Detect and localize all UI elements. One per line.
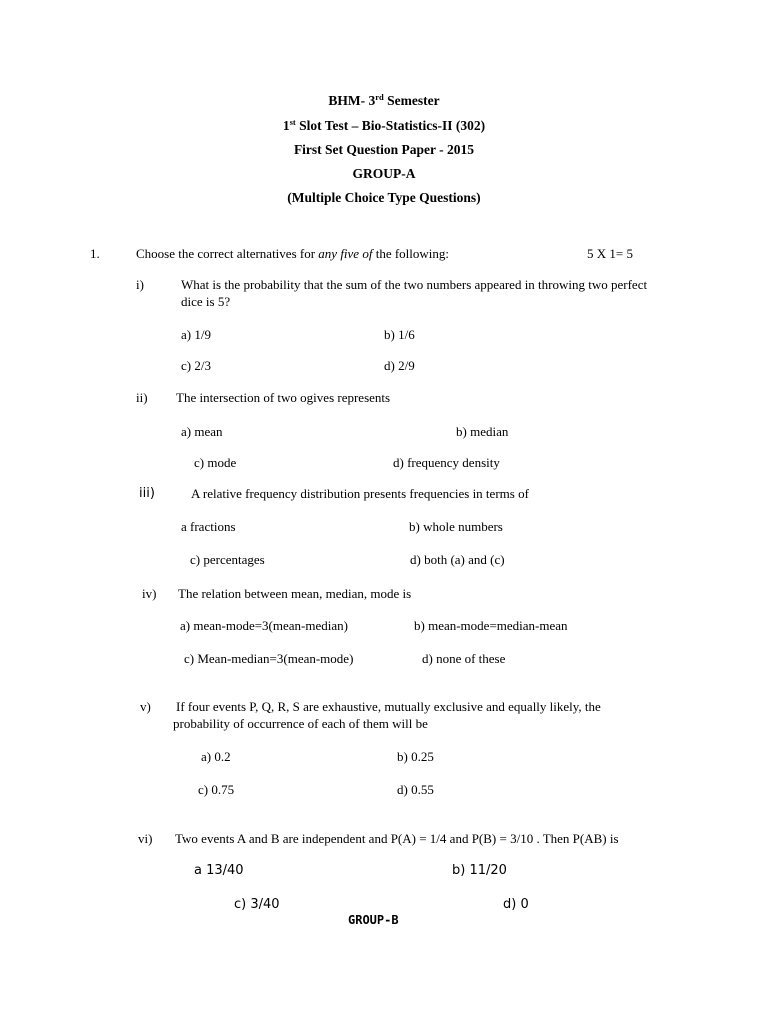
item-iv-option-c: c) Mean-median=3(mean-mode) bbox=[184, 651, 354, 666]
header-line-1-sup: rd bbox=[375, 92, 384, 102]
item-i-option-b: b) 1/6 bbox=[384, 327, 415, 342]
question-instruction bbox=[136, 246, 449, 262]
item-i-text-line-2: dice is 5? bbox=[181, 294, 231, 309]
header-line-2-prefix: 1 bbox=[282, 118, 290, 133]
item-vi-text-line-1: Two events A and B are independent and P(A) = 1/4 and P(B) = 3/10 . Then P(AB) is bbox=[175, 831, 619, 846]
item-iii-option-c: c) percentages bbox=[190, 552, 265, 567]
header-line-2-suffix: Slot Test – Bio-Statistics-II (302) bbox=[295, 118, 486, 133]
question-number: 1. bbox=[90, 246, 100, 261]
item-v-option-c: c) 0.75 bbox=[198, 782, 235, 797]
item-ii-label: ii) bbox=[136, 390, 148, 405]
group-a-subheading: (Multiple Choice Type Questions) bbox=[287, 190, 481, 205]
question-marks: 5 X 1= 5 bbox=[587, 246, 633, 261]
item-i-option-d: d) 2/9 bbox=[384, 358, 415, 373]
item-iii-option-a: a fractions bbox=[181, 519, 236, 534]
item-i-label: i) bbox=[136, 277, 144, 292]
item-vi-option-c: c) 3/40 bbox=[234, 897, 280, 912]
header-line-1-prefix: BHM- 3 bbox=[328, 93, 376, 108]
item-iv-option-b: b) mean-mode=median-mean bbox=[414, 618, 568, 633]
header-line-1 bbox=[0, 93, 768, 109]
group-a-heading: GROUP-A bbox=[352, 166, 416, 181]
item-iv-label: iv) bbox=[142, 586, 157, 601]
item-v-option-d: d) 0.55 bbox=[397, 782, 434, 797]
item-v-label: v) bbox=[140, 699, 151, 714]
item-iii-option-d: d) both (a) and (c) bbox=[410, 552, 505, 567]
group-b-heading: GROUP-B bbox=[348, 913, 399, 927]
question-instruction-end: the following: bbox=[372, 246, 449, 261]
item-v-text-line-2: probability of occurrence of each of them will be bbox=[173, 716, 428, 731]
header-line-2-sup: st bbox=[289, 117, 296, 127]
item-vi-option-a: a 13/40 bbox=[194, 863, 244, 878]
header-line-1-suffix: Semester bbox=[383, 93, 440, 108]
item-iii-label: iii) bbox=[139, 486, 155, 501]
question-instruction-italic: any five of bbox=[318, 246, 373, 261]
item-ii-option-c: c) mode bbox=[194, 455, 237, 470]
item-iii-text-line-1: A relative frequency distribution presents frequencies in terms of bbox=[191, 486, 529, 501]
item-vi-option-d: d) 0 bbox=[503, 897, 529, 912]
header-line-3: First Set Question Paper - 2015 bbox=[293, 142, 475, 157]
item-iv-option-a: a) mean-mode=3(mean-median) bbox=[180, 618, 348, 633]
item-ii-option-a: a) mean bbox=[181, 424, 223, 439]
item-iv-option-d: d) none of these bbox=[422, 651, 506, 666]
item-ii-option-d: d) frequency density bbox=[393, 455, 500, 470]
item-v-option-a: a) 0.2 bbox=[201, 749, 231, 764]
item-iv-text-line-1: The relation between mean, median, mode is bbox=[178, 586, 412, 601]
question-instruction-start: Choose the correct alternatives for bbox=[136, 246, 319, 261]
item-i-option-a: a) 1/9 bbox=[181, 327, 211, 342]
item-i-text-line-1: What is the probability that the sum of the two numbers appeared in throwing two perfect bbox=[181, 277, 648, 292]
item-iii-option-b: b) whole numbers bbox=[409, 519, 503, 534]
item-ii-text-line-1: The intersection of two ogives represents bbox=[176, 390, 391, 405]
item-v-text-line-1: If four events P, Q, R, S are exhaustive, mutually exclusive and equally likely, the bbox=[176, 699, 601, 714]
item-vi-label: vi) bbox=[138, 831, 153, 846]
item-v-option-b: b) 0.25 bbox=[397, 749, 434, 764]
item-vi-option-b: b) 11/20 bbox=[452, 863, 507, 878]
header-line-2 bbox=[0, 118, 768, 134]
item-ii-option-b: b) median bbox=[456, 424, 509, 439]
item-i-option-c: c) 2/3 bbox=[181, 358, 211, 373]
